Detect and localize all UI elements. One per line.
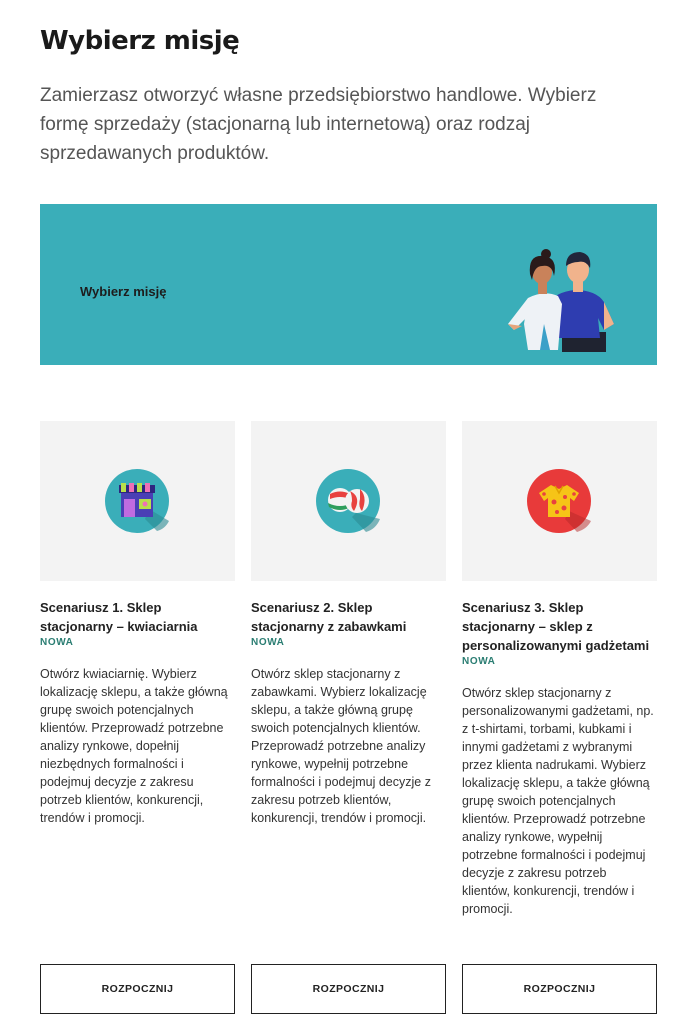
scenario-description: Otwórz sklep stacjonarny z personalizowanymi gadżetami, np. z t-shirtami, torbami, kubkami i innymi gadżetami z wybranymi przez klienta nadrukami. Wybierz lokalizację sklepu, a także główną grupę swoich potencjalnych klientów. Przeprowadź potrzebne analizy rynkowe, wypełnij potrzebne formalności i podejmuj decyzje z zakresu potrzeb klientów, konkurencji, trendów i promocji. — [462, 686, 654, 916]
scenario-description: Otwórz kwiaciarnię. Wybierz lokalizację sklepu, a także główną grupę swoich potencjalnych klientów. Przeprowadź potrzebne analizy rynkowe, dopełnij niezbędnych formalności i podejmuj decyzje z zakresu potrzeb klientów, konkurencji, trendów i promocji. — [40, 667, 228, 825]
tshirt-icon — [527, 469, 591, 533]
two-people-illustration — [500, 244, 620, 352]
scenario-card-2 — [251, 421, 446, 827]
scenario-title: Scenariusz 1. Sklep stacjonarny – kwiaciarnia — [40, 600, 198, 634]
start-button-2[interactable]: ROZPOCZNIJ — [251, 964, 446, 1014]
scenario-title: Scenariusz 2. Sklep stacjonarny z zabawkami — [251, 600, 407, 634]
new-badge: NOWA — [462, 656, 496, 667]
intro-text: Zamierzasz otworzyć własne przedsiębiorstwo handlowe. Wybierz formę sprzedaży (stacjonarną lub internetową) oraz rodzaj sprzedawanych produktów. — [40, 85, 597, 164]
scenario-media — [40, 421, 235, 581]
scenario-card-3 — [462, 421, 657, 918]
scenario-media — [462, 421, 657, 581]
new-badge: NOWA — [251, 637, 285, 648]
toy-balls-icon — [316, 469, 380, 533]
scenario-media — [251, 421, 446, 581]
page-title: Wybierz misję — [40, 26, 240, 56]
banner-title: Wybierz misję — [80, 284, 167, 299]
start-button-3[interactable]: ROZPOCZNIJ — [462, 964, 657, 1014]
new-badge: NOWA — [40, 637, 74, 648]
scenario-title: Scenariusz 3. Sklep stacjonarny – sklep z personalizowanymi gadżetami — [462, 600, 650, 653]
start-button-1[interactable]: ROZPOCZNIJ — [40, 964, 235, 1014]
mission-banner — [40, 204, 657, 365]
scenario-card-1 — [40, 421, 235, 827]
scenario-description: Otwórz sklep stacjonarny z zabawkami. Wybierz lokalizację sklepu, a także główną grupę swoich potencjalnych klientów. Przeprowadź potrzebne analizy rynkowe, wypełnij potrzebne formalności i podejmuj decyzje z zakresu potrzeb klientów, konkurencji, trendów i promocji. — [251, 667, 431, 825]
flower-shop-icon — [105, 469, 169, 533]
